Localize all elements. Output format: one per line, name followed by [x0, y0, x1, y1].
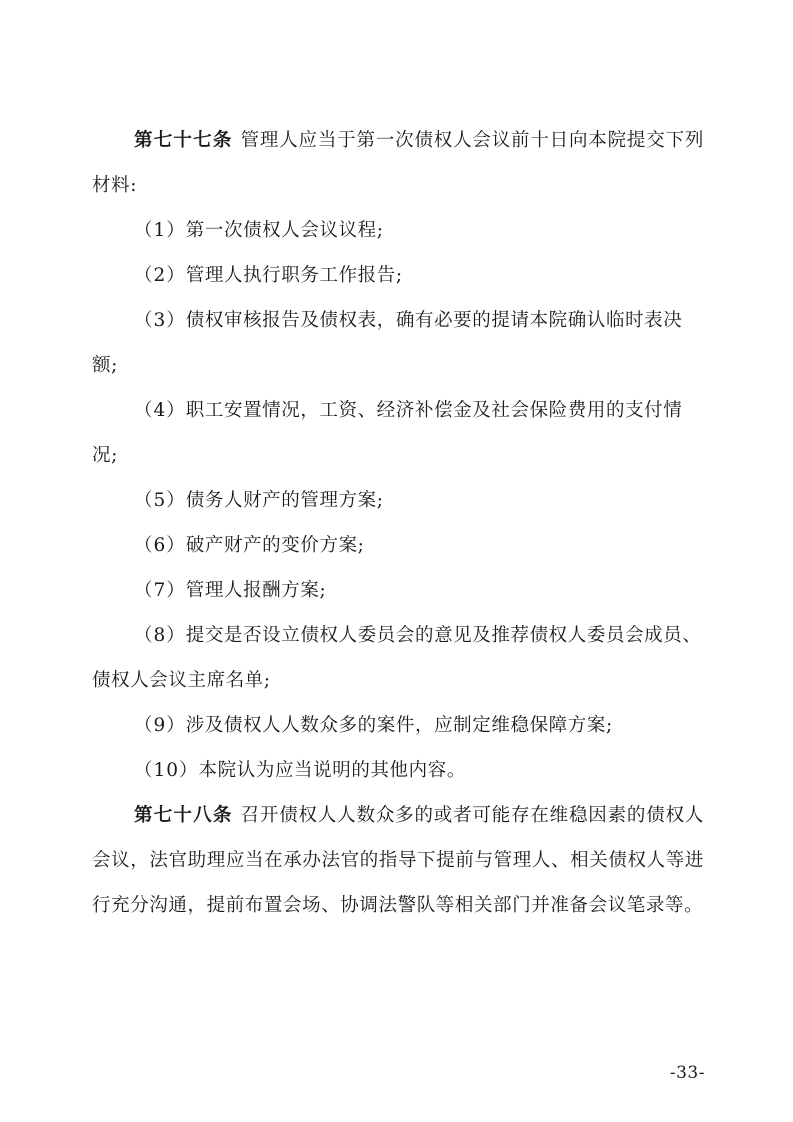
item-text: 提交是否设立债权人委员会的意见及推荐债权人委员会成员、债权人会议主席名单; [92, 625, 702, 691]
item-number: （10） [134, 760, 199, 781]
article-77-lead: 管理人应当于第一次债权人会议前十日向本院提交下列材料: [92, 130, 704, 196]
list-item [92, 703, 704, 748]
item-text: 债务人财产的管理方案; [185, 490, 384, 511]
item-text: 破产财产的变价方案; [185, 535, 365, 556]
item-number: （1） [134, 220, 186, 241]
article-77-number: 第七十七条 [134, 130, 233, 151]
item-number: （7） [134, 580, 186, 601]
item-text: 第一次债权人会议议程; [185, 220, 384, 241]
list-item [92, 478, 704, 523]
item-text: 债权审核报告及债权表，确有必要的提请本院确认临时表决额; [92, 310, 683, 376]
article-78-paragraph [92, 793, 704, 928]
item-number: （6） [134, 535, 186, 556]
item-text: 管理人执行职务工作报告; [185, 265, 403, 286]
list-item [92, 253, 704, 298]
item-text: 职工安置情况，工资、经济补偿金及社会保险费用的支付情况; [92, 400, 683, 466]
article-78-text: 召开债权人人数众多的或者可能存在维稳因素的债权人会议，法官助理应当在承办法官的指导下提前与管理人、相关债权人等进行充分沟通，提前布置会场、协调法警队等相关部门并准备会议笔录等。 [92, 805, 704, 916]
item-text: 管理人报酬方案; [185, 580, 327, 601]
list-item [92, 748, 704, 793]
document-body [92, 118, 704, 928]
list-item [92, 298, 704, 388]
item-number: （3） [134, 310, 186, 331]
item-number: （9） [134, 715, 186, 736]
item-text: 涉及债权人人数众多的案件，应制定维稳保障方案; [185, 715, 613, 736]
item-number: （2） [134, 265, 186, 286]
list-item [92, 613, 704, 703]
list-item [92, 208, 704, 253]
item-number: （4） [134, 400, 186, 421]
article-77-paragraph [92, 118, 704, 208]
page-number: -33- [669, 1063, 705, 1083]
list-item [92, 523, 704, 568]
item-number: （5） [134, 490, 186, 511]
item-number: （8） [134, 625, 186, 646]
list-item [92, 568, 704, 613]
list-item [92, 388, 704, 478]
article-78-number: 第七十八条 [134, 805, 233, 826]
item-text: 本院认为应当说明的其他内容。 [198, 760, 466, 781]
